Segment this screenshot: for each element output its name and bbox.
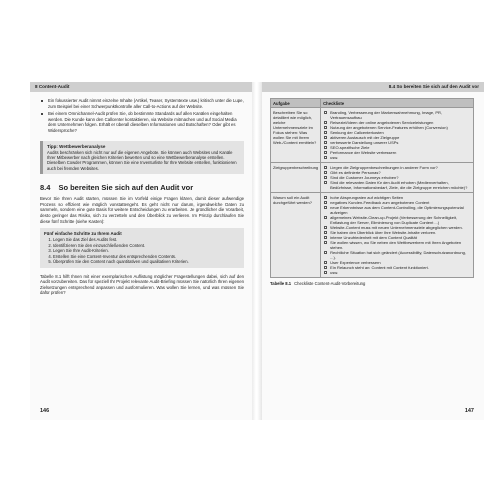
- checklist-item: Performance der Website verbessern: [323, 150, 471, 155]
- column-header-checklist: Checkliste: [321, 99, 474, 108]
- checklist-item: aktiveren Austausch mit der Zielgruppe: [323, 135, 471, 140]
- tip-text: Audits beschränken sich nicht nur auf die eigenen Angebote. Sie können auch Websites und Kanäle Ihrer Mitbewerber nach gleichen Kriterien bewerten und so eine Wettbewerberanalyse erstellen. Dieselben Cowder Programmen, können Sie eine Inventurliste für Ihre Website erstellen, funktionieren auch bei fremden Websites.: [47, 149, 237, 171]
- tip-title: Tipp: Wettbewerberanalyse: [47, 143, 106, 149]
- step-item: 5. Überprüfen Sie den Content nach quantitativen und qualitativen Kriterien.: [53, 259, 240, 265]
- checklist-cell: [321, 193, 474, 278]
- task-cell: Zielgruppenbeschreibung: [271, 163, 321, 193]
- checklist-item: allgemeines Website-Clean-up-Projekt (Verbesserung der Schnelligkeit, Entlastung der Server, Eliminierung von Duplicate Content ...): [323, 215, 471, 225]
- checklist-item: Sind die Customer Journeys erhoben?: [323, 175, 471, 180]
- page-number-right: 147: [464, 408, 474, 414]
- tip-box: [40, 141, 244, 175]
- checklist-table: [270, 98, 474, 278]
- checklist-item: Website-Content muss mit neuen Unternehmensziele abgeglichen werden.: [323, 225, 471, 230]
- checklist-item: Sie haben den Überblick über Ihre Website-Inhalte verloren.: [323, 230, 471, 235]
- checklist-item: Branding, Verbesserung der Markenwahrnehmung, Image, PR, Vertrauensaufbau: [323, 110, 471, 120]
- table-caption: [270, 281, 474, 286]
- table-row: [271, 163, 474, 193]
- checklist-item: Nutzung der angebotenen Service-Features erhöhen (Conversion): [323, 125, 471, 130]
- task-cell: Warum soll ein Audit durchgeführt werden?: [271, 193, 321, 278]
- body-paragraph: Bevor Sie Ihren Audit starten, müssen Sie im Vorfeld einige Fragen klären, damit dieser aufwendige Prozess so effizient wie möglich vonstattengeht. Es geht nicht nur darum, irgendwelche Daten zu sammeln, sondern eine gute Basis für weitere Entscheidungen zu erarbeiten. Je gründlicher die Vorarbeit, desto geringer das Risiko, sich zu verzetteln und den Überblick zu verlieren. Im Prinzip durchlaufen Sie diese fünf Schritte (siehe Kasten):: [40, 196, 244, 224]
- checklist-item: usw.: [323, 270, 471, 275]
- table-caption-label: Tabelle 8.1: [270, 281, 292, 286]
- bullet-item: Bei einem Omnichannel-Audit prüfen Sie, ob bestimmte Standards auf allen Kanälen eingehalten werden. Die Kunde kann den Callcenter kontaktieren, via Website mitmachen und auf Social Media dem Unternehmen folgen. Erhält er überall dieselben Informationen und Botschaften? Oder gibt es Widersprüche?: [40, 111, 244, 133]
- step-item: 3. Legen Sie Ihre Audit-Kriterien.: [53, 248, 240, 254]
- checklist-item: Senkung der Callcenterkosten: [323, 130, 471, 135]
- checklist-item: interne Unzufriedenheit mit dem Content Qualität: [323, 235, 471, 240]
- checklist-item: verbesserte Darstellung unserer USPs: [323, 140, 471, 145]
- step-item: 4. Erstellen Sie eine Content-Inventur des entsprechenden Contents.: [53, 254, 240, 260]
- step-item: 2. Identifizieren Sie den einzuschließenden Content.: [53, 243, 240, 249]
- checklist-item: Reiseziel/Ideen der online angebotenen Serviceleistungen: [323, 120, 471, 125]
- checklist-item: neue Erkenntnisse aus dem Content-Controlling, die Optimierungspotenzial aufzeigen: [323, 205, 471, 215]
- checklist-item: Rechtliche Situation hat sich geändert (Accessibility, Datenschutzanordnung, ...).: [323, 250, 471, 260]
- steps-list: [44, 237, 240, 265]
- step-item: 1. Legen Sie das Ziel des Audits fest.: [53, 237, 240, 243]
- table-row: [271, 193, 474, 278]
- steps-box: [40, 228, 244, 268]
- book-spine: [251, 82, 262, 420]
- checklist-item: Ein Relaunch steht an: Content mit Content funktioniert.: [323, 265, 471, 270]
- checklist-item: Gibt es definierte Personas?: [323, 170, 471, 175]
- running-header-right: 8.4 So bereiten Sie sich auf den Audit vor: [262, 82, 484, 92]
- checklist-cell: [321, 163, 474, 193]
- checklist-cell: [321, 108, 474, 163]
- checklist-item: Sie wollen wissen, wo Sie neben den Wettbewerbern mit Ihren Angeboten stehen.: [323, 240, 471, 250]
- bullet-list: [40, 98, 244, 134]
- checklist-item: hohe Absprungraten auf wichtigen Seiten: [323, 195, 471, 200]
- steps-title: Fünf einfache Schritte zu Ihrem Audit: [44, 231, 122, 237]
- bullet-item: Ein fokussierter Audit nimmt einzelne Inhalte (Artikel, Teaser, Systemtexte usw.) kritisch unter die Lupe, zum Beispiel bei einer Schwerpunktkontrolle aller Call-to-Actions auf der Website.: [40, 98, 244, 109]
- checklist-item: SEO-spezifische Ziele: [323, 145, 471, 150]
- checklist-item: User Experience verbessern: [323, 260, 471, 265]
- checklist-item: negatives Kunden-Feedback zum angebotenen Content: [323, 200, 471, 205]
- column-header-task: Aufgabe: [271, 99, 321, 108]
- running-header-left: 8 Content-Audit: [30, 82, 252, 92]
- table-caption-text: Checkliste Content-Audit-Vorbereitung: [294, 281, 366, 286]
- checklist-item: Sind die relevanten Daten für den Audit erhoben (Medienverhalten, Bedürfnisse, Informationsbedarf, Ziele, die die Zielgruppe erreichen möchte)?: [323, 180, 471, 190]
- checklist-item: usw.: [323, 155, 471, 160]
- section-heading: [40, 183, 244, 192]
- left-page: [30, 82, 252, 420]
- checklist-item: Liegen die Zielgruppenbeschreibungen in anderer Form vor?: [323, 165, 471, 170]
- page-number-left: 146: [40, 408, 50, 414]
- table-row: [271, 108, 474, 163]
- section-title: So bereiten Sie sich auf den Audit vor: [58, 183, 194, 193]
- right-page: [262, 82, 484, 420]
- section-number: 8.4: [40, 183, 51, 193]
- body-paragraph: Tabelle 8.1 hilft Ihnen mit einer exemplarischen Auflistung möglicher Fragestellungen dabei, sich auf den Audit vorzubereiten. Das für speziell Ihr Projekt relevante Audit-Briefing müssen Sie natürlich Ihren eigenen Zielsetzungen entsprechend anpassen und ausformulieren. Was wollen Sie lernen, und was müssen Sie dafür prüfen?: [40, 273, 244, 296]
- task-cell: Beschreiben Sie so detailliert wie möglich, welche Unternehmensziele im Fokus stehen: Was wollen Sie mit Ihrem Web-/Content ermitteln?: [271, 108, 321, 163]
